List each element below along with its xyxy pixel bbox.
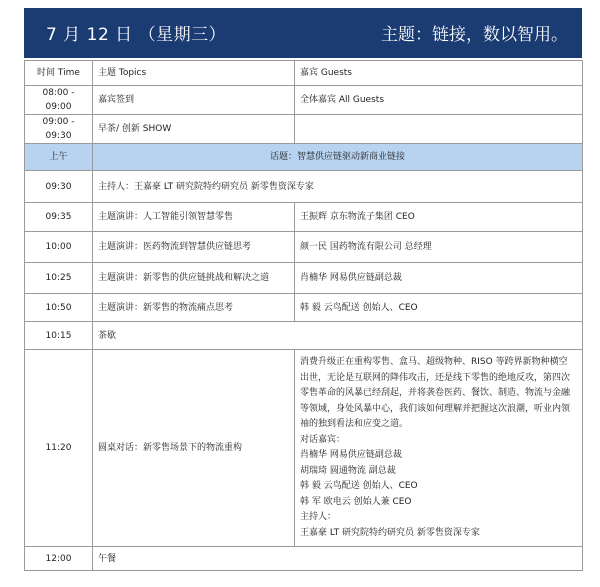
row-time: 10:00 (25, 232, 93, 263)
row-time: 10:15 (25, 322, 93, 350)
section-row (25, 144, 583, 171)
desc-line: 王嘉豪 LT 研究院特约研究员 新零售资深专家 (300, 527, 480, 538)
row-topic: 主题演讲：新零售的物流痛点思考 (93, 294, 295, 322)
roundtable-row (25, 350, 583, 547)
header-topic: 主题 Topics (93, 61, 295, 86)
table-row (25, 171, 583, 203)
row-topic: 早茶/ 创新 SHOW (93, 115, 295, 144)
row-time: 09:00 - 09:30 (25, 115, 93, 144)
desc-line: 肖楠华 网易供应链副总裁 (300, 450, 402, 460)
desc-line: 对话嘉宾： (300, 434, 346, 445)
row-guest: 颜一民 国药物流有限公司 总经理 (295, 232, 583, 263)
schedule-table (24, 60, 583, 571)
table-row (25, 203, 583, 232)
row-time: 10:50 (25, 294, 93, 322)
row-topic: 主题演讲：新零售的供应链挑战和解决之道 (93, 263, 295, 294)
desc-line: 消费升级正在重构零售、盒马、超级物种、RISO 等跨界新物种横空 (300, 357, 568, 367)
row-time: 09:30 (25, 171, 93, 203)
desc-line: 袖的独到看法和应变之道。 (300, 419, 409, 429)
row-guest (295, 115, 583, 144)
schedule-theme: 主题：链接，数以智用。 (381, 25, 568, 45)
section-label: 上午 (25, 144, 93, 171)
row-time: 08:00 - 09:00 (25, 86, 93, 115)
row-topic: 茶歇 (93, 322, 583, 350)
section-title: 话题：智慧供应链驱动新商业链接 (93, 144, 583, 171)
table-row (25, 115, 583, 144)
schedule-header (24, 8, 582, 58)
table-row (25, 294, 583, 322)
desc-line: 胡瑞琦 圆通物流 副总裁 (300, 465, 396, 476)
table-row (25, 322, 583, 350)
row-time: 11:20 (25, 350, 93, 547)
row-topic: 主题演讲：医药物流到智慧供应链思考 (93, 232, 295, 263)
desc-line: 主持人： (300, 512, 337, 522)
roundtable-topic: 圆桌对话：新零售场景下的物流重构 (93, 350, 295, 547)
table-row (25, 86, 583, 115)
host-line: 主持人：王嘉豪 LT 研究院特约研究员 新零售资深专家 (93, 171, 583, 203)
row-guest: 韩 毅 云鸟配送 创始人、CEO (295, 294, 583, 322)
schedule-date: 7 月 12 日 （星期三） (46, 25, 227, 45)
row-time: 09:35 (25, 203, 93, 232)
desc-line: 等领域，身处风暴中心，我们该如何理解并把握这次浪潮，听业内领 (300, 403, 571, 414)
roundtable-description (295, 350, 583, 547)
table-header-row (25, 61, 583, 86)
table-row (25, 547, 583, 571)
row-guest: 肖楠华 网易供应链副总裁 (295, 263, 583, 294)
header-guests: 嘉宾 Guests (295, 61, 583, 86)
desc-line: 出世，无论是互联网的降伟攻击，还是线下零售的绝地反攻，第四次 (300, 372, 571, 383)
desc-line: 韩 毅 云鸟配送 创始人、CEO (300, 481, 418, 491)
desc-line: 韩 军 欧电云 创始人兼 CEO (300, 496, 412, 507)
table-row (25, 232, 583, 263)
table-row (25, 263, 583, 294)
row-topic: 嘉宾签到 (93, 86, 295, 115)
header-time: 时间 Time (25, 61, 93, 86)
row-time: 12:00 (25, 547, 93, 571)
row-guest: 全体嘉宾 All Guests (295, 86, 583, 115)
row-time: 10:25 (25, 263, 93, 294)
row-guest: 王振辉 京东物流子集团 CEO (295, 203, 583, 232)
desc-line: 零售革命的风暴已经刮起，并将袭卷医药、餐饮、制造、物流与金融 (300, 388, 571, 398)
row-topic: 主题演讲：人工智能引领智慧零售 (93, 203, 295, 232)
row-topic: 午餐 (93, 547, 583, 571)
